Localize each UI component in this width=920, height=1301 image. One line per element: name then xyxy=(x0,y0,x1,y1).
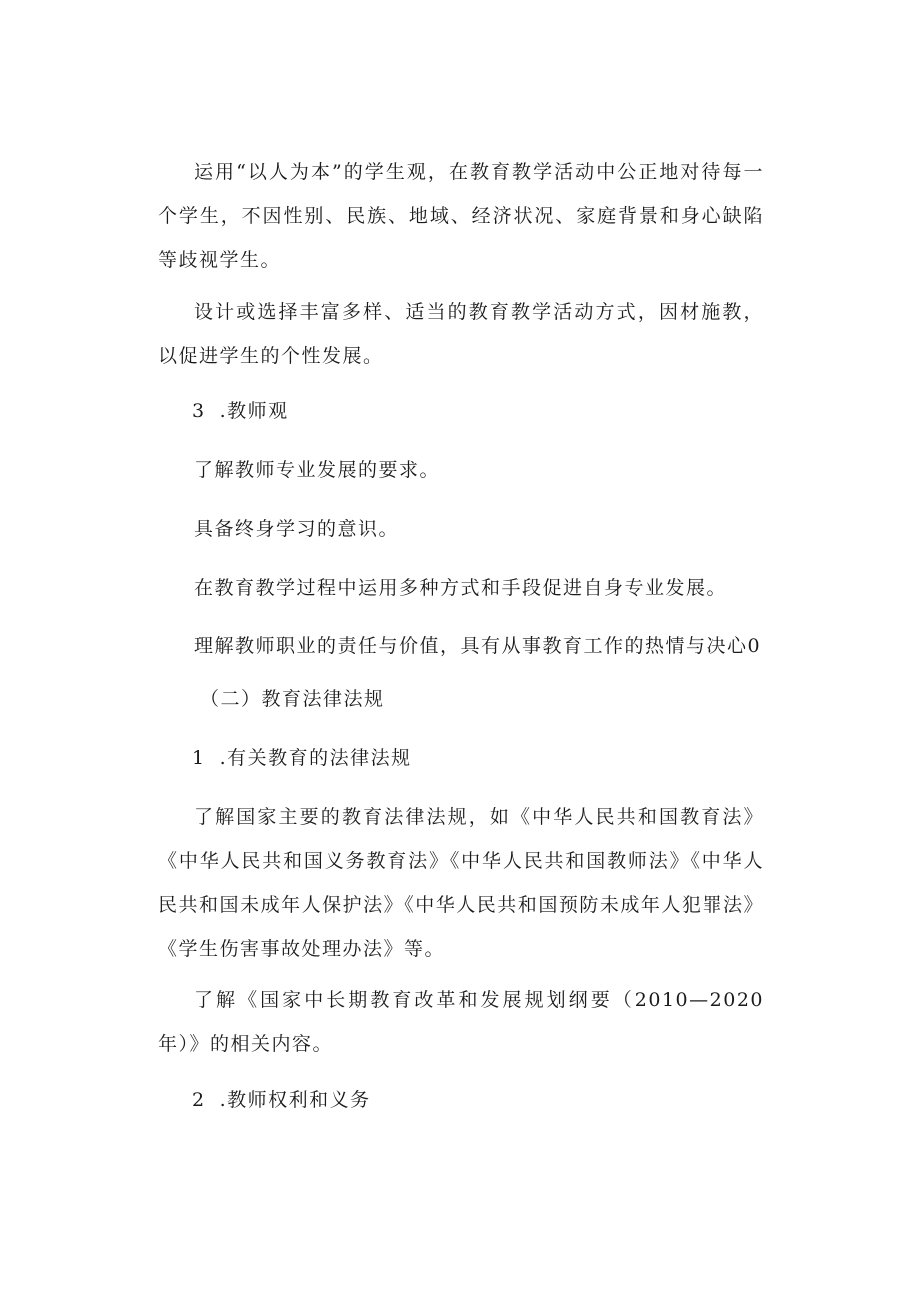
paragraph-teaching-methods: 设计或选择丰富多样、适当的教育教学活动方式，因材施教，以促进学生的个性发展。 xyxy=(158,301,764,367)
heading-title: （二）教育法律法规 xyxy=(200,688,385,710)
heading-number: 1 xyxy=(192,747,206,769)
heading-teacher-rights xyxy=(192,1078,371,1122)
heading-education-laws xyxy=(192,736,412,780)
heading-teacher-view xyxy=(192,389,289,433)
paragraph-lifelong-learning: 具备终身学习的意识。 xyxy=(194,518,400,540)
paragraph-professional-development: 了解教师专业发展的要求。 xyxy=(194,459,441,481)
paragraph-self-development: 在教育教学过程中运用多种方式和手段促进自身专业发展。 xyxy=(194,577,728,599)
heading-title: .教师权利和义务 xyxy=(219,1089,371,1111)
paragraph-student-view: 运用“以人为本”的学生观，在教育教学活动中公正地对待每一个学生，不因性别、民族、地域、经济状况、家庭背景和身心缺陷等歧视学生。 xyxy=(158,161,764,271)
heading-number: 2 xyxy=(192,1089,206,1111)
paragraph-responsibility: 理解教师职业的责任与价值，具有从事教育工作的热情与决心0 xyxy=(194,635,762,657)
heading-law-section xyxy=(200,677,385,721)
heading-title: .有关教育的法律法规 xyxy=(219,747,412,769)
heading-number: 3 xyxy=(192,400,206,422)
paragraph-laws-list: 了解国家主要的教育法律法规，如《中华人民共和国教育法》《中华人民共和国义务教育法》《中华人民共和国教师法》《中华人民共和国未成年人保护法》《中华人民共和国预防未成年人犯罪法》《学生伤害事故处理办法》等。 xyxy=(158,806,764,960)
paragraph-reform-outline: 了解《国家中长期教育改革和发展规划纲要（2010—2020年）》的相关内容。 xyxy=(158,989,764,1055)
heading-title: .教师观 xyxy=(219,400,289,422)
